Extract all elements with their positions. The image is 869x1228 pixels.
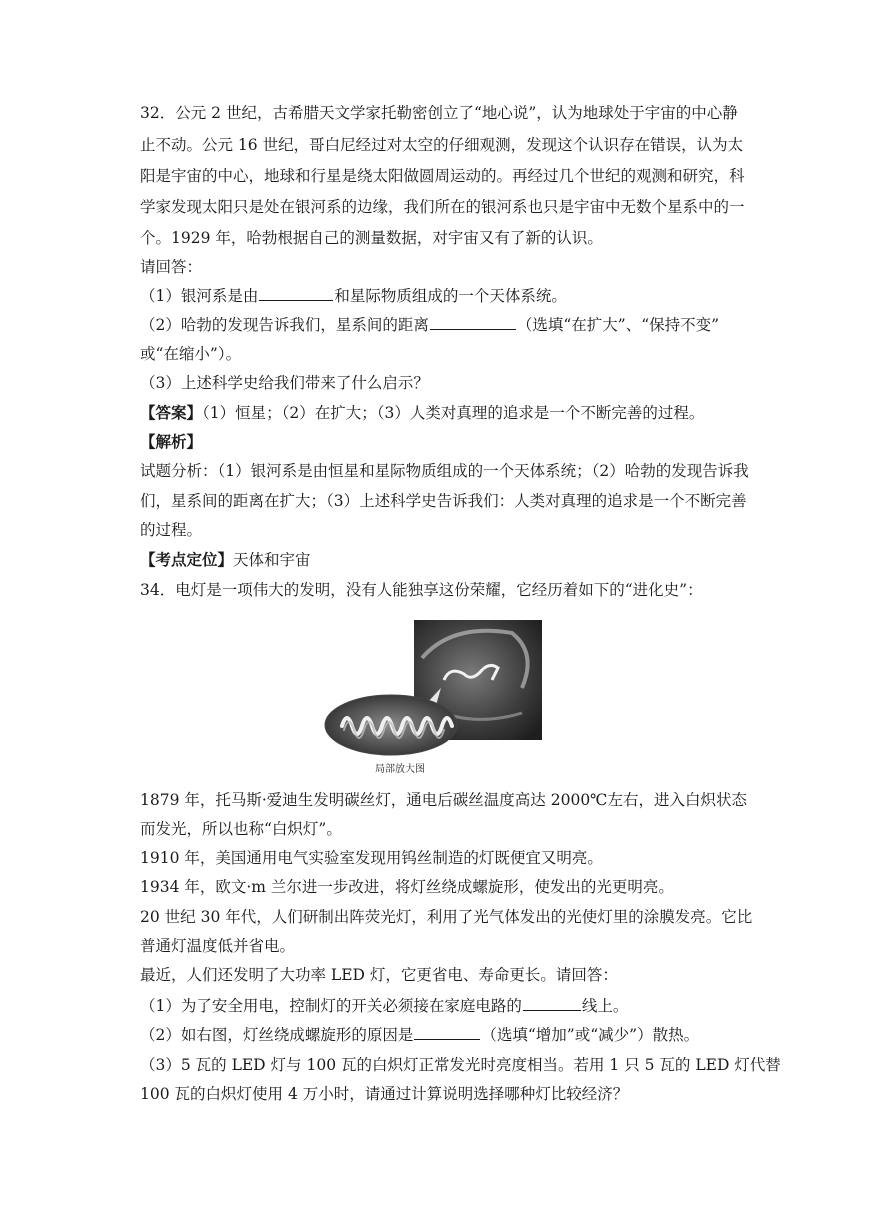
- q32-sub2-line2: 或“在缩小”）。: [140, 345, 242, 363]
- analysis-line-1: 试题分析：（1）银河系是由恒星和星际物质组成的一个天体系统；（2）哈勃的发现告诉我: [140, 462, 749, 480]
- q34-sub3-line-1: （3）5 瓦的 LED 灯与 100 瓦的白炽灯正常发光时亮度相当。若用 1 只 5 瓦的 LED 灯代替: [140, 1056, 781, 1074]
- analysis-label: 【解析】: [140, 432, 203, 451]
- q34-sub1: [140, 995, 740, 1017]
- q32-line-2: 止不动。公元 16 世纪，哥白尼经过对太空的仔细观测，发现这个认识存在错误，认为太: [140, 136, 744, 154]
- q34-sub1-blank[interactable]: [523, 996, 581, 1011]
- history-line-4: 1934 年，欧文·m 兰尔进一步改进，将灯丝绕成螺旋形，使发出的光更明亮。: [140, 878, 674, 896]
- history-line-3: 1910 年，美国通用电气实验室发现用钨丝制造的灯既便宜又明亮。: [140, 849, 603, 867]
- analysis-line-3: 的过程。: [140, 521, 203, 539]
- knowledge-point: [140, 549, 740, 571]
- q32-sub1: [140, 285, 740, 307]
- q32-sub1-post: 和星际物质组成的一个天体系统。: [334, 287, 567, 305]
- analysis-line-2: 们，星系间的距离在扩大；（3）上述科学史告诉我们：人类对真理的追求是一个不断完善: [140, 492, 747, 510]
- answer-text: （1）恒星；（2）在扩大；（3）人类对真理的追求是一个不断完善的过程。: [202, 404, 705, 422]
- q34-sub2-blank[interactable]: [414, 1025, 480, 1040]
- q34-sub3-line-2: 100 瓦的白炽灯使用 4 万小时，请通过计算说明选择哪种灯比较经济？: [140, 1085, 629, 1103]
- q32-sub3: （3）上述科学史给我们带来了什么启示？: [140, 374, 429, 392]
- q34-intro: 34．电灯是一项伟大的发明，没有人能独享这份荣耀，它经历着如下的“进化史”：: [140, 581, 703, 599]
- q34-sub1-pre: （1）为了安全用电，控制灯的开关必须接在家庭电路的: [140, 997, 522, 1015]
- q32-sub2: [140, 314, 740, 336]
- q34-sub2: [140, 1024, 740, 1046]
- q32-line-3: 阳是宇宙的中心，地球和行星是绕太阳做圆周运动的。再经过几个世纪的观测和研究，科: [140, 167, 745, 185]
- q32-line-4: 学家发现太阳只是处在银河系的边缘，我们所在的银河系也只是宇宙中无数个星系中的一: [140, 198, 745, 216]
- q34-sub2-pre: （2）如右图，灯丝绕成螺旋形的原因是: [140, 1026, 414, 1044]
- history-line-6: 普通灯温度低并省电。: [140, 937, 296, 955]
- knowledge-point-text: 天体和宇宙: [233, 551, 311, 569]
- q32-sub2-pre: （2）哈勃的发现告诉我们，星系间的距离: [140, 316, 429, 334]
- q32-sub1-blank[interactable]: [259, 286, 333, 301]
- q32-sub2-blank[interactable]: [430, 315, 516, 330]
- bulb-filament-figure: [322, 618, 544, 774]
- history-line-1: 1879 年，托马斯·爱迪生发明碳丝灯，通电后碳丝温度高达 2000℃左右，进入白炽状态: [140, 791, 748, 809]
- q32-prompt: 请回答：: [140, 258, 203, 276]
- q32-sub1-pre: （1）银河系是由: [140, 287, 259, 305]
- history-line-7: 最近，人们还发明了大功率 LED 灯，它更省电、寿命更长。请回答：: [140, 966, 618, 984]
- figure-caption: 局部放大图: [375, 764, 425, 775]
- q32-line-1: 32．公元 2 世纪，古希腊天文学家托勒密创立了“地心说”，认为地球处于宇宙的中心静: [140, 104, 738, 122]
- q34-sub2-post: （选填“增加”或“减少”）散热。: [481, 1026, 700, 1044]
- knowledge-point-label: 【考点定位】: [140, 550, 234, 569]
- q34-sub1-post: 线上。: [581, 997, 629, 1015]
- answer-label: 【答案】: [140, 403, 203, 422]
- history-line-2: 而发光，所以也称“白炽灯”。: [140, 820, 342, 838]
- history-line-5: 20 世纪 30 年代，人们研制出阵荧光灯，利用了光气体发出的光使灯里的涂膜发亮。它比: [140, 908, 753, 926]
- q32-sub2-post: （选填“在扩大”、“保持不变”: [516, 316, 720, 334]
- q32-answer: [140, 402, 740, 424]
- q32-line-5: 个。1929 年，哈勃根据自己的测量数据，对宇宙又有了新的认识。: [140, 229, 603, 247]
